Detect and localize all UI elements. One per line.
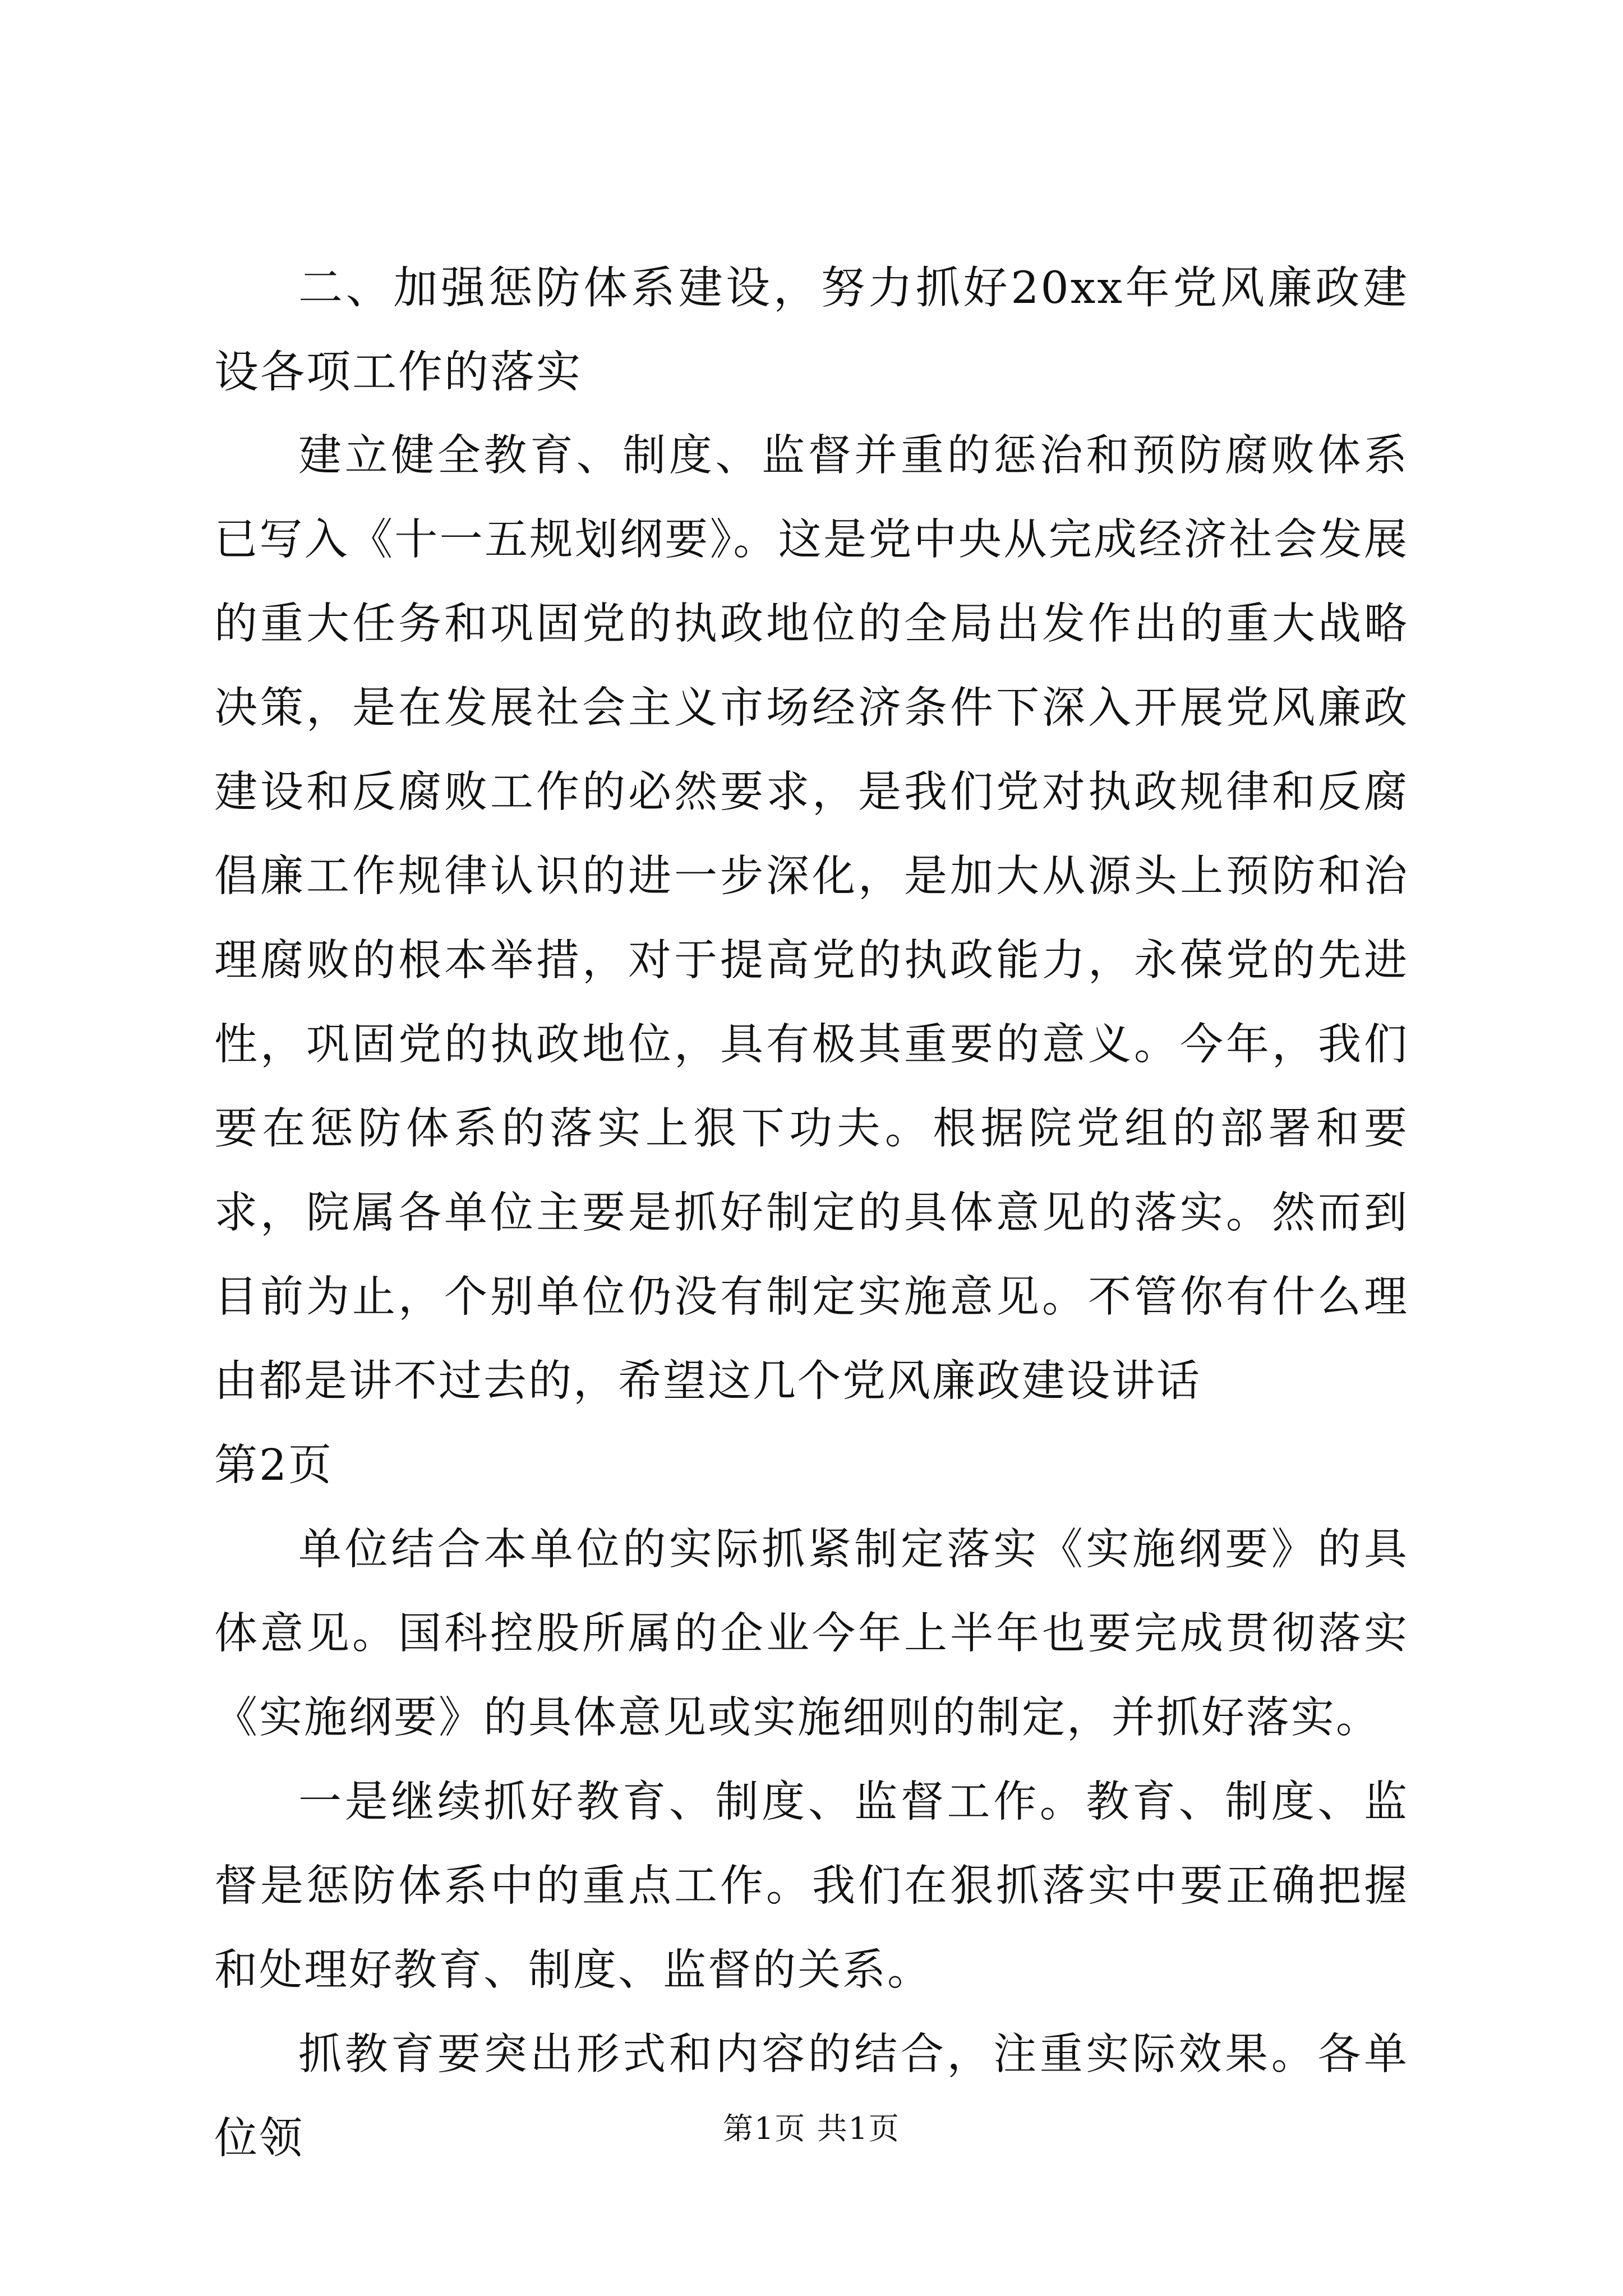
body-paragraph: 单位结合本单位的实际抓紧制定落实《实施纲要》的具体意见。国科控股所属的企业今年上半年也要完成贯彻落实《实施纲要》的具体意见或实施细则的制定，并抓好落实。 [214, 1525, 1409, 1743]
body-paragraph: 一是继续抓好教育、制度、监督工作。教育、制度、监督是惩防体系中的重点工作。我们在狠抓落实中要正确把握和处理好教育、制度、监督的关系。 [214, 1777, 1409, 1995]
section-heading: 二、加强惩防体系建设，努力抓好20xx年党风廉政建设各项工作的落实 [214, 262, 1409, 398]
body-paragraph: 建立健全教育、制度、监督并重的惩治和预防腐败体系已写入《十一五规划纲要》。这是党中央从完成经济社会发展的重大任务和巩固党的执政地位的全局出发作出的重大战略决策，是在发展社会主义市场经济条件下深入开展党风廉政建设和反腐败工作的必然要求，是我们党对执政规律和反腐倡廉工作规律认识的进一步深化，是加大从源头上预防和治理腐败的根本举措，对于提高党的执政能力，永葆党的先进性，巩固党的执政地位，具有极其重要的意义。今年，我们要在惩防体系的落实上狠下功夫。根据院党组的部署和要求，院属各单位主要是抓好制定的具体意见的落实。然而到目前为止，个别单位仍没有制定实施意见。不管你有什么理由都是讲不过去的，希望这几个党风廉政建设讲话 [214, 431, 1409, 1406]
page-footer: 第1页 共1页 [723, 2111, 900, 2146]
document-body [214, 246, 1409, 2181]
page-marker: 第2页 [214, 1441, 333, 1490]
body-paragraph: 抓教育要突出形式和内容的结合，注重实际效果。各单位领 [214, 2030, 1409, 2164]
